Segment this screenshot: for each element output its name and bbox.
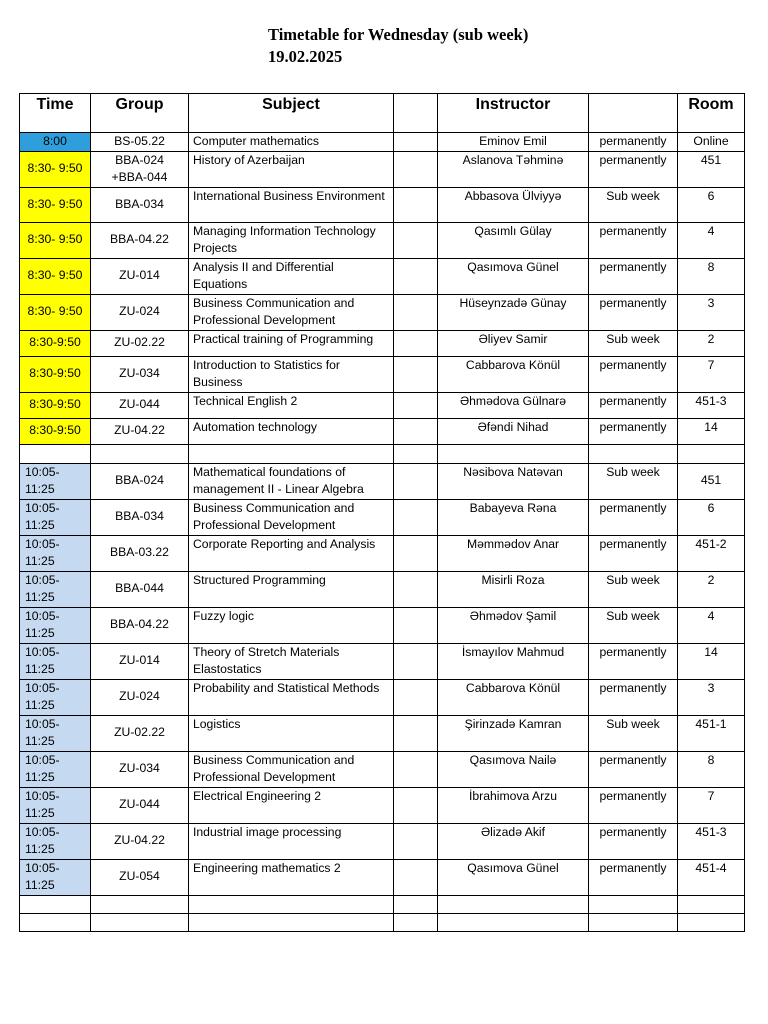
cell-blank-1	[394, 463, 438, 499]
header-row	[20, 94, 745, 133]
cell-subject: Logistics	[189, 715, 394, 751]
cell-group: BBA-044	[91, 571, 189, 607]
cell-status: permanently	[589, 535, 678, 571]
cell-subject: Industrial image processing	[189, 823, 394, 859]
cell-status: permanently	[589, 787, 678, 823]
cell-group: ZU-054	[91, 859, 189, 895]
cell-room: 451-1	[678, 715, 745, 751]
cell-status: permanently	[589, 133, 678, 152]
cell-status: permanently	[589, 823, 678, 859]
cell-status: permanently	[589, 392, 678, 418]
cell-time: 10:05- 11:25	[20, 823, 91, 859]
table-row	[20, 151, 745, 187]
cell-blank-1	[394, 133, 438, 152]
cell-blank-1	[394, 751, 438, 787]
cell-time: 10:05- 11:25	[20, 499, 91, 535]
cell-room: 7	[678, 787, 745, 823]
cell-subject	[189, 895, 394, 913]
table-row	[20, 715, 745, 751]
cell-room: 451-3	[678, 823, 745, 859]
cell-blank-1	[394, 571, 438, 607]
table-row	[20, 787, 745, 823]
timetable	[19, 93, 745, 932]
table-row	[20, 607, 745, 643]
cell-status: permanently	[589, 499, 678, 535]
table-row	[20, 571, 745, 607]
cell-subject: History of Azerbaijan	[189, 151, 394, 187]
cell-subject: Business Communication and Professional Development	[189, 294, 394, 330]
cell-time: 10:05- 11:25	[20, 535, 91, 571]
cell-instructor	[438, 895, 589, 913]
cell-instructor: Misirli Roza	[438, 571, 589, 607]
cell-instructor: Eminov Emil	[438, 133, 589, 152]
table-row	[20, 356, 745, 392]
cell-group: BBA-03.22	[91, 535, 189, 571]
table-row	[20, 222, 745, 258]
cell-group	[91, 895, 189, 913]
cell-group: BBA-024 +BBA-044	[91, 151, 189, 187]
cell-status: Sub week	[589, 607, 678, 643]
cell-subject: Automation technology	[189, 418, 394, 444]
header-instructor: Instructor	[438, 94, 589, 133]
cell-blank-1	[394, 330, 438, 356]
cell-group: ZU-044	[91, 787, 189, 823]
cell-subject: Computer mathematics	[189, 133, 394, 152]
cell-group: ZU-044	[91, 392, 189, 418]
cell-time: 10:05- 11:25	[20, 463, 91, 499]
cell-blank-1	[394, 643, 438, 679]
cell-instructor: Aslanova Təhminə	[438, 151, 589, 187]
cell-status	[589, 444, 678, 463]
cell-subject: Structured Programming	[189, 571, 394, 607]
cell-blank-1	[394, 294, 438, 330]
cell-blank-1	[394, 418, 438, 444]
header-subject: Subject	[189, 94, 394, 133]
cell-subject	[189, 913, 394, 931]
header-room: Room	[678, 94, 745, 133]
cell-group: BBA-034	[91, 499, 189, 535]
cell-instructor: İbrahimova Arzu	[438, 787, 589, 823]
page-title	[268, 24, 528, 68]
cell-room: 2	[678, 571, 745, 607]
cell-group: ZU-02.22	[91, 330, 189, 356]
header-group: Group	[91, 94, 189, 133]
cell-room	[678, 444, 745, 463]
cell-group: ZU-034	[91, 356, 189, 392]
cell-room: 2	[678, 330, 745, 356]
table-row	[20, 392, 745, 418]
cell-room: 451-4	[678, 859, 745, 895]
cell-group: ZU-014	[91, 258, 189, 294]
cell-blank-1	[394, 823, 438, 859]
cell-subject: Technical English 2	[189, 392, 394, 418]
cell-instructor: Hüseynzadə Günay	[438, 294, 589, 330]
cell-status	[589, 913, 678, 931]
cell-status: Sub week	[589, 571, 678, 607]
cell-group: BBA-04.22	[91, 222, 189, 258]
cell-subject: Fuzzy logic	[189, 607, 394, 643]
cell-room	[678, 913, 745, 931]
cell-time: 10:05- 11:25	[20, 607, 91, 643]
cell-time: 8:30-9:50	[20, 356, 91, 392]
cell-room: 4	[678, 607, 745, 643]
cell-time: 10:05- 11:25	[20, 643, 91, 679]
cell-instructor: Qasımova Nailə	[438, 751, 589, 787]
cell-blank-1	[394, 787, 438, 823]
cell-status: permanently	[589, 222, 678, 258]
cell-instructor	[438, 913, 589, 931]
cell-group	[91, 444, 189, 463]
cell-instructor: Əhmədov Şamil	[438, 607, 589, 643]
table-row	[20, 444, 745, 463]
cell-group	[91, 913, 189, 931]
cell-instructor: İsmayılov Mahmud	[438, 643, 589, 679]
cell-time	[20, 444, 91, 463]
table-row	[20, 535, 745, 571]
cell-blank-1	[394, 499, 438, 535]
cell-subject	[189, 444, 394, 463]
cell-room: 14	[678, 643, 745, 679]
cell-status: permanently	[589, 294, 678, 330]
cell-time: 10:05- 11:25	[20, 859, 91, 895]
cell-group: BBA-024	[91, 463, 189, 499]
cell-subject: Business Communication and Professional Development	[189, 499, 394, 535]
cell-instructor: Qasımlı Gülay	[438, 222, 589, 258]
cell-subject: Corporate Reporting and Analysis	[189, 535, 394, 571]
cell-blank-1	[394, 151, 438, 187]
cell-subject: Business Communication and Professional Development	[189, 751, 394, 787]
cell-time: 8:30- 9:50	[20, 187, 91, 222]
cell-subject: Theory of Stretch Materials Elastostatics	[189, 643, 394, 679]
cell-room: 451-2	[678, 535, 745, 571]
table-row	[20, 133, 745, 152]
cell-time: 8:30- 9:50	[20, 151, 91, 187]
cell-room: 8	[678, 751, 745, 787]
cell-instructor: Şirinzadə Kamran	[438, 715, 589, 751]
cell-instructor: Əfəndi Nihad	[438, 418, 589, 444]
cell-instructor: Nəsibova Natəvan	[438, 463, 589, 499]
cell-group: ZU-014	[91, 643, 189, 679]
header-blank-1	[394, 94, 438, 133]
cell-blank-1	[394, 715, 438, 751]
cell-room: 14	[678, 418, 745, 444]
cell-time: 8:30-9:50	[20, 330, 91, 356]
cell-subject: Managing Information Technology Projects	[189, 222, 394, 258]
cell-room: 6	[678, 187, 745, 222]
table-row	[20, 643, 745, 679]
cell-group: ZU-024	[91, 294, 189, 330]
table-row	[20, 751, 745, 787]
cell-blank-1	[394, 356, 438, 392]
cell-blank-1	[394, 222, 438, 258]
cell-room	[678, 895, 745, 913]
cell-room: 4	[678, 222, 745, 258]
table-row	[20, 895, 745, 913]
cell-time: 10:05- 11:25	[20, 751, 91, 787]
cell-status: Sub week	[589, 330, 678, 356]
cell-subject: Analysis II and Differential Equations	[189, 258, 394, 294]
cell-status: permanently	[589, 356, 678, 392]
table-row	[20, 859, 745, 895]
cell-group: ZU-034	[91, 751, 189, 787]
header-blank-2	[589, 94, 678, 133]
cell-blank-1	[394, 535, 438, 571]
cell-instructor: Məmmədov Anar	[438, 535, 589, 571]
cell-subject: Electrical Engineering 2	[189, 787, 394, 823]
cell-status: permanently	[589, 643, 678, 679]
cell-time	[20, 913, 91, 931]
cell-instructor: Cabbarova Könül	[438, 679, 589, 715]
title-line-1: Timetable for Wednesday (sub week)	[268, 25, 529, 44]
table-row	[20, 463, 745, 499]
cell-blank-1	[394, 187, 438, 222]
table-row	[20, 330, 745, 356]
cell-status: permanently	[589, 151, 678, 187]
cell-time: 8:30- 9:50	[20, 294, 91, 330]
cell-room: 451	[678, 463, 745, 499]
table-row	[20, 823, 745, 859]
table-row	[20, 418, 745, 444]
cell-time: 10:05- 11:25	[20, 787, 91, 823]
cell-instructor: Əlizadə Akif	[438, 823, 589, 859]
cell-time: 10:05- 11:25	[20, 715, 91, 751]
cell-room: Online	[678, 133, 745, 152]
cell-time: 10:05- 11:25	[20, 679, 91, 715]
cell-time: 8:30-9:50	[20, 392, 91, 418]
cell-group: BBA-034	[91, 187, 189, 222]
cell-blank-1	[394, 392, 438, 418]
cell-instructor: Qasımova Günel	[438, 859, 589, 895]
cell-subject: Practical training of Programming	[189, 330, 394, 356]
table-row	[20, 499, 745, 535]
cell-subject: Mathematical foundations of management II - Linear Algebra	[189, 463, 394, 499]
cell-status: permanently	[589, 679, 678, 715]
cell-time: 8:30-9:50	[20, 418, 91, 444]
cell-status: permanently	[589, 418, 678, 444]
cell-time: 10:05- 11:25	[20, 571, 91, 607]
cell-time	[20, 895, 91, 913]
cell-time: 8:00	[20, 133, 91, 152]
cell-blank-1	[394, 679, 438, 715]
table-row	[20, 187, 745, 222]
cell-room: 3	[678, 679, 745, 715]
cell-instructor: Əhmədova Gülnarə	[438, 392, 589, 418]
cell-room: 451-3	[678, 392, 745, 418]
cell-status	[589, 895, 678, 913]
cell-status: permanently	[589, 258, 678, 294]
cell-group: ZU-04.22	[91, 823, 189, 859]
cell-instructor: Cabbarova Könül	[438, 356, 589, 392]
cell-blank-1	[394, 607, 438, 643]
cell-status: permanently	[589, 859, 678, 895]
cell-blank-1	[394, 258, 438, 294]
cell-group: ZU-024	[91, 679, 189, 715]
table-row	[20, 258, 745, 294]
cell-group: BS-05.22	[91, 133, 189, 152]
cell-status: permanently	[589, 751, 678, 787]
cell-room: 8	[678, 258, 745, 294]
header-time: Time	[20, 94, 91, 133]
cell-room: 6	[678, 499, 745, 535]
cell-status: Sub week	[589, 187, 678, 222]
table-row	[20, 913, 745, 931]
cell-subject: International Business Environment	[189, 187, 394, 222]
cell-blank-1	[394, 859, 438, 895]
cell-instructor: Abbasova Ülviyyə	[438, 187, 589, 222]
cell-blank-1	[394, 913, 438, 931]
cell-instructor	[438, 444, 589, 463]
title-line-2: 19.02.2025	[268, 47, 343, 66]
cell-group: ZU-04.22	[91, 418, 189, 444]
table-row	[20, 679, 745, 715]
cell-room: 451	[678, 151, 745, 187]
cell-subject: Engineering mathematics 2	[189, 859, 394, 895]
cell-blank-1	[394, 444, 438, 463]
cell-time: 8:30- 9:50	[20, 222, 91, 258]
cell-time: 8:30- 9:50	[20, 258, 91, 294]
cell-instructor: Qasımova Günel	[438, 258, 589, 294]
cell-instructor: Babayeva Rəna	[438, 499, 589, 535]
cell-room: 7	[678, 356, 745, 392]
cell-room: 3	[678, 294, 745, 330]
cell-group: BBA-04.22	[91, 607, 189, 643]
table-row	[20, 294, 745, 330]
cell-subject: Probability and Statistical Methods	[189, 679, 394, 715]
cell-subject: Introduction to Statistics for Business	[189, 356, 394, 392]
timetable-body	[20, 133, 745, 932]
cell-blank-1	[394, 895, 438, 913]
cell-group: ZU-02.22	[91, 715, 189, 751]
cell-status: Sub week	[589, 463, 678, 499]
cell-status: Sub week	[589, 715, 678, 751]
cell-instructor: Əliyev Samir	[438, 330, 589, 356]
